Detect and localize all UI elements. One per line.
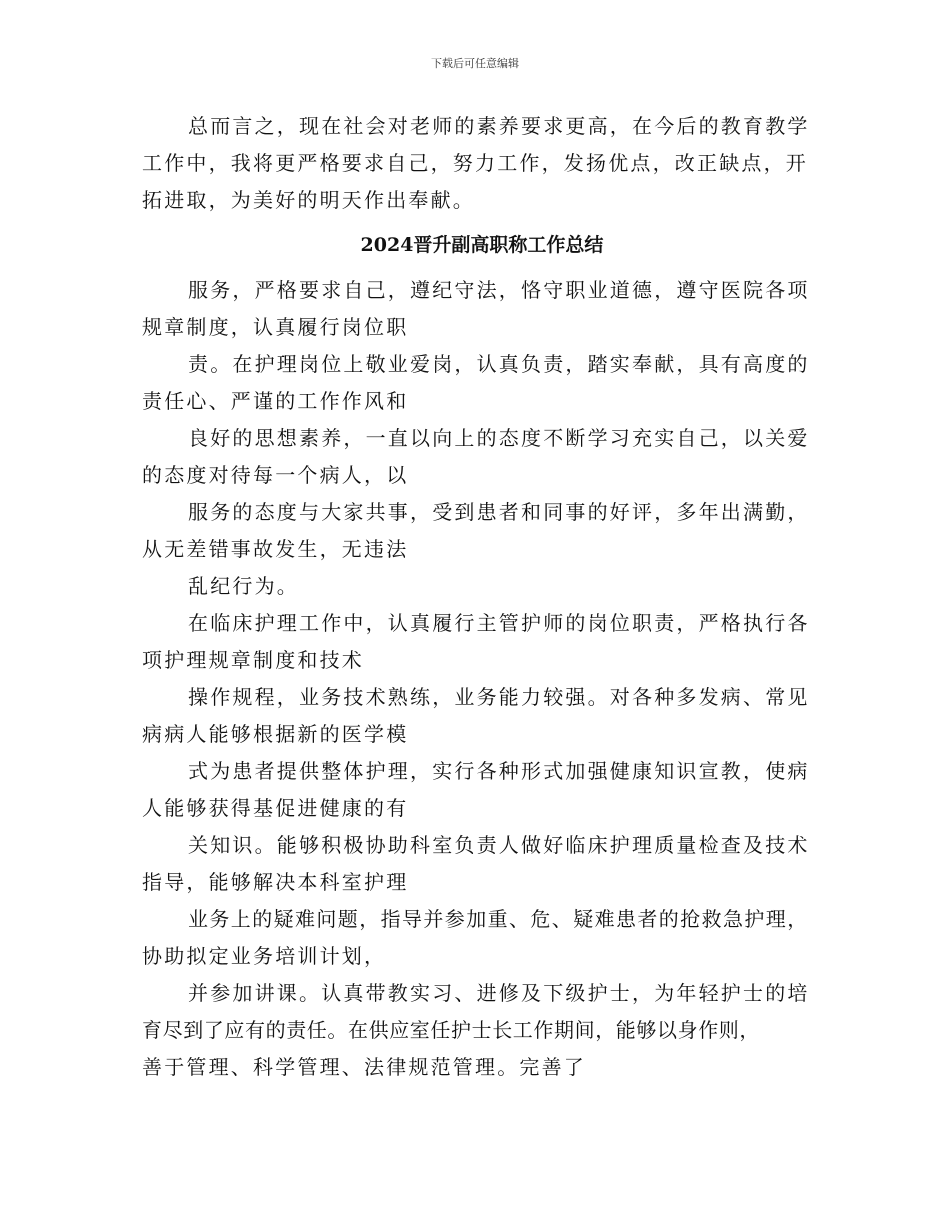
section-title: 2024晋升副高职称工作总结 [360,234,604,256]
body-line-15: 人能够获得基促进健康的有 [142,796,409,820]
intro-line-1: 总而言之，现在社会对老师的素养要求更高，在今后的教育教学 [188,114,810,138]
body-line-3: 责。在护理岗位上敬业爱岗，认真负责，踏实奉献，具有高度的 [188,352,810,376]
body-line-7: 服务的态度与大家共事，受到患者和同事的好评，多年出满勤， [188,500,810,524]
body-line-17: 指导，能够解决本科室护理 [142,870,409,894]
body-line-1: 服务，严格要求自己，遵纪守法，恪守职业道德，遵守医院各项 [188,278,810,302]
intro-line-2: 工作中，我将更严格要求自己，努力工作，发扬优点，改正缺点，开 [142,151,808,175]
body-line-13: 病病人能够根据新的医学模 [142,722,409,746]
intro-line-3: 拓进取，为美好的明天作出奉献。 [142,188,475,212]
page-header: 下载后可任意编辑 [431,57,519,70]
body-line-11: 项护理规章制度和技术 [142,648,364,672]
document-body [142,108,822,1086]
body-line-18: 业务上的疑难问题，指导并参加重、危、疑难患者的抢救急护理， [188,907,809,931]
body-line-9: 乱纪行为。 [188,574,299,598]
body-line-8: 从无差错事故发生，无违法 [142,537,409,561]
body-line-20: 并参加讲课。认真带教实习、进修及下级护士，为年轻护士的培 [188,981,810,1005]
body-line-5: 良好的思想素养，一直以向上的态度不断学习充实自己，以关爱 [188,426,810,450]
body-line-10: 在临床护理工作中，认真履行主管护师的岗位职责，严格执行各 [188,611,810,635]
body-line-19: 协助拟定业务培训计划， [142,944,387,968]
body-line-16: 关知识。能够积极协助科室负责人做好临床护理质量检查及技术 [188,833,810,857]
body-line-22: 善于管理、科学管理、法律规范管理。完善了 [142,1055,586,1079]
body-line-21: 育尽到了应有的责任。在供应室任护士长工作期间，能够以身作则， [142,1018,760,1042]
body-line-14: 式为患者提供整体护理，实行各种形式加强健康知识宣教，使病 [188,759,810,783]
body-line-4: 责任心、严谨的工作作风和 [142,389,409,413]
body-line-6: 的态度对待每一个病人，以 [142,463,409,487]
body-line-12: 操作规程，业务技术熟练，业务能力较强。对各种多发病、常见 [188,685,810,709]
body-line-2: 规章制度，认真履行岗位职 [142,315,409,339]
